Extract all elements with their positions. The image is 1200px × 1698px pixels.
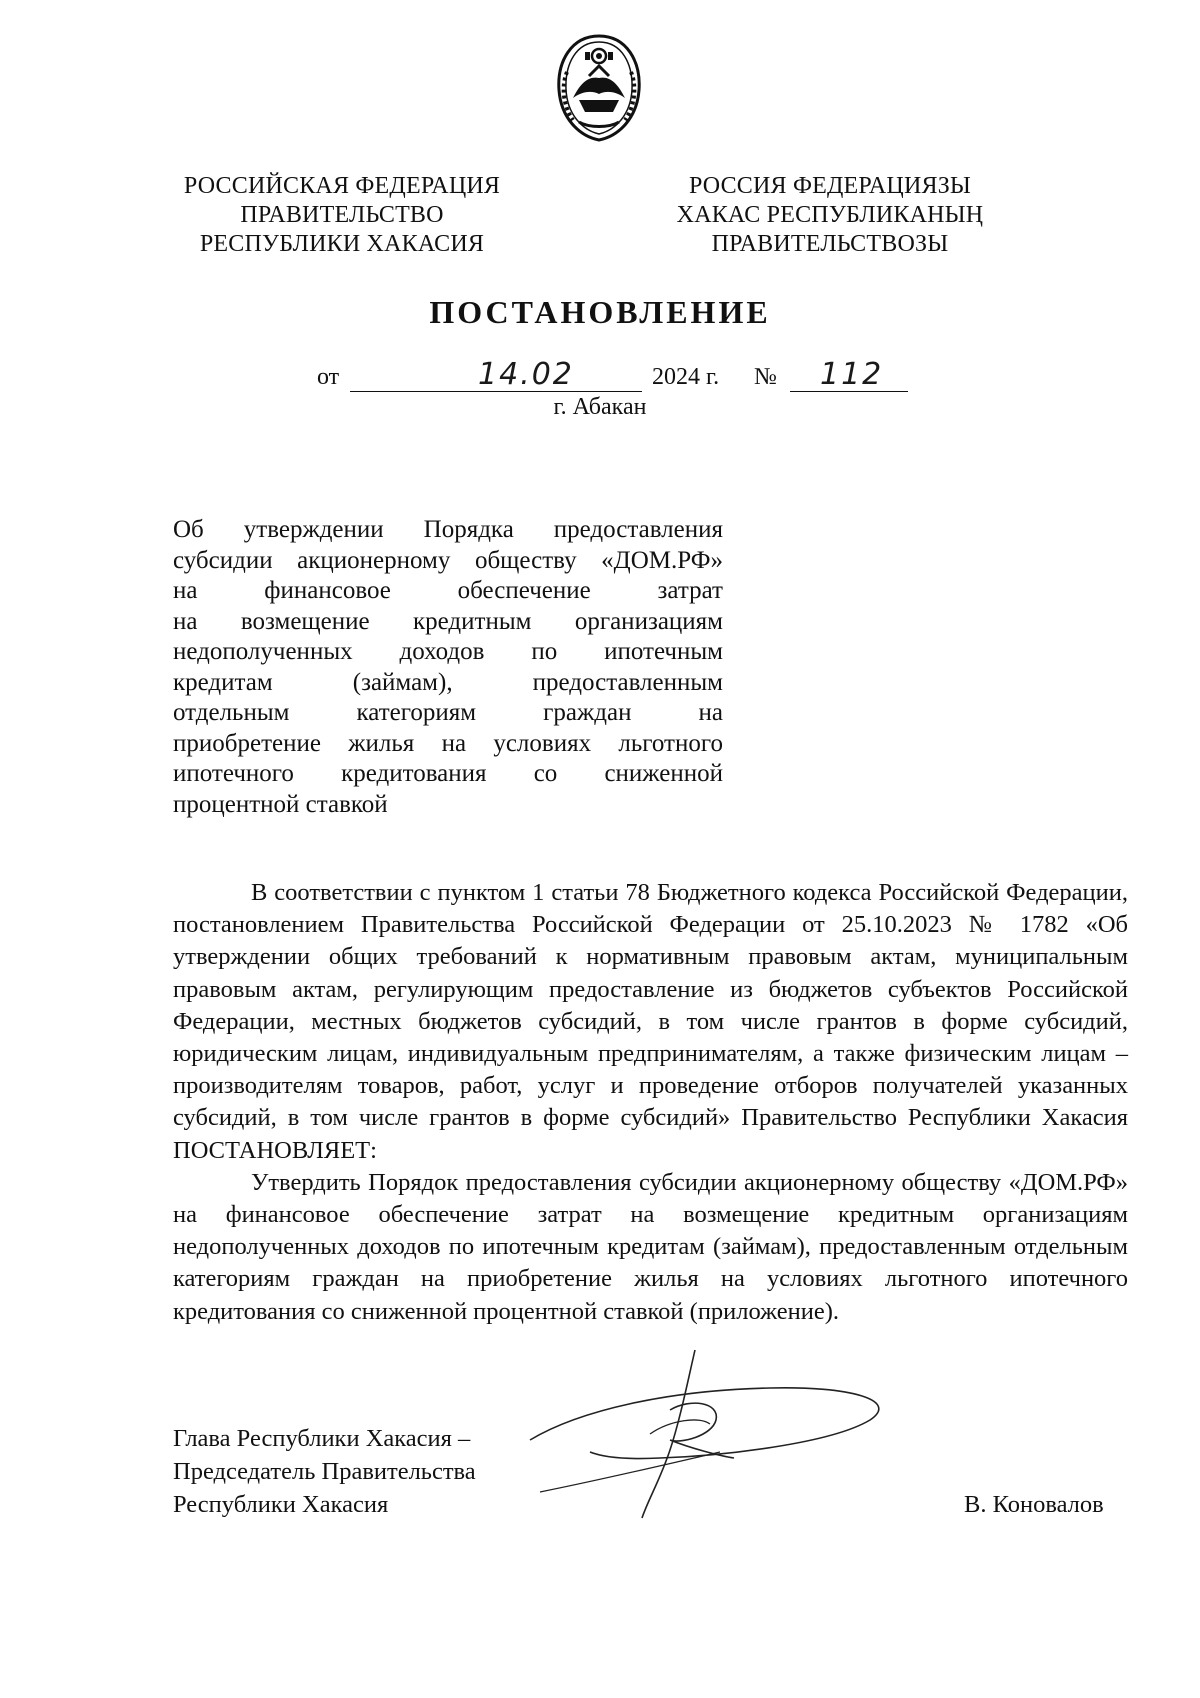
city-label: г. Абакан	[553, 394, 647, 420]
subject-line: кредитам (займам), предоставленным	[173, 668, 723, 696]
header-russian-line: ПРАВИТЕЛЬСТВО	[240, 202, 444, 228]
signatory-position-line: Глава Республики Хакасия –	[173, 1425, 471, 1452]
body-paragraph-1: В соответствии с пунктом 1 статьи 78 Бюджетного кодекса Российской Федерации, постановлением Правительства Российской Федерации от 25.10.2023 № 1782 «Об утверждении общих требований к нормативным правовым актам, муниципальным правовым актам, регулирующим предоставление из бюджетов субъектов Российской Федерации, местных бюджетов субсидий, в том числе грантов в форме субсидий, юридическим лицам, индивидуальным предпринимателям, а также физическим лицам – производителям товаров, работ, услуг и проведение отборов получателей указанных субсидий, в том числе грантов в форме субсидий» Правительство Республики Хакасия ПОСТАНОВЛЯЕТ:	[173, 879, 1128, 1164]
subject-line: процентной ставкой	[173, 790, 388, 818]
subject-line: недополученных доходов по ипотечным	[173, 638, 723, 665]
date-handwritten: 14.02	[478, 357, 574, 392]
number-handwritten: 112	[820, 357, 884, 392]
subject-line: отдельным категориям граждан на	[173, 699, 723, 726]
header-russian-line: РЕСПУБЛИКИ ХАКАСИЯ	[199, 231, 485, 257]
subject-block	[173, 515, 723, 820]
header-russian-line: РОССИЙСКАЯ ФЕДЕРАЦИЯ	[183, 173, 501, 199]
subject-line: приобретение жилья на условиях льготного	[173, 729, 723, 757]
subject-line: субсидии акционерному обществу «ДОМ.РФ»	[173, 546, 723, 574]
header-khakas-line: ПРАВИТЕЛЬСТВОЗЫ	[711, 231, 949, 257]
subject-line: ипотечного кредитования со сниженной	[173, 760, 723, 787]
document-body	[173, 877, 1128, 1328]
document-title: ПОСТАНОВЛЕНИЕ	[429, 294, 771, 330]
signatory-position-line: Республики Хакасия	[173, 1491, 389, 1518]
year-label: 2024 г.	[652, 364, 720, 390]
header-russian	[152, 172, 532, 259]
handwritten-signature	[520, 1340, 900, 1520]
signatory-position	[173, 1422, 476, 1521]
subject-line: Об утверждении Порядка предоставления	[173, 516, 723, 543]
header-khakas-line: ХАКАС РЕСПУБЛИКАНЫҢ	[676, 202, 984, 228]
body-paragraph-2: Утвердить Порядок предоставления субсидии акционерному обществу «ДОМ.РФ» на финансовое обеспечение затрат на возмещение кредитным организациям недополученных доходов по ипотечным кредитам (займам), предоставленным отдельным категориям граждан на приобретение жилья на условиях льготного ипотечного кредитования со сниженной процентной ставкой (приложение).	[173, 1168, 1128, 1325]
header-khakas-line: РОССИЯ ФЕДЕРАЦИЯЗЫ	[688, 173, 972, 199]
number-label: №	[754, 364, 777, 390]
signer-name: В. Коновалов	[964, 1491, 1104, 1518]
coat-of-arms-emblem	[549, 32, 649, 144]
signatory-position-line: Председатель Правительства	[173, 1458, 476, 1485]
subject-line: на финансовое обеспечение затрат	[173, 577, 723, 604]
header-khakas	[640, 172, 1020, 259]
subject-line: на возмещение кредитным организациям	[173, 607, 723, 635]
date-from-label: от	[317, 364, 340, 390]
